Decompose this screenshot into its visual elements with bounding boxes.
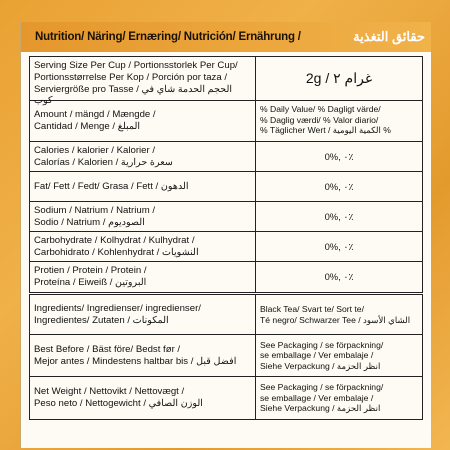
- nutrition-panel: [20, 22, 431, 448]
- info-value-line: se emballage / Ver embalaje /: [260, 350, 374, 361]
- nutrient-label: [30, 262, 256, 292]
- info-value-line: Té negro/ Schwarzer Tee / الشاي الأسود: [260, 314, 411, 325]
- nutrient-value: 0%, ٠٪: [324, 240, 354, 252]
- info-value-line: See Packaging / se förpackning/: [260, 339, 384, 350]
- nutrient-label: [30, 202, 256, 231]
- info-row-net-weight: [30, 377, 422, 419]
- nutrition-header: [21, 22, 431, 52]
- info-label-line: Mejor antes / Mindestens haltbar bis / افضل قبل: [34, 355, 237, 367]
- nutrient-label-line: Carbohidrato / Kohlenhydrat / النشويات: [34, 246, 199, 258]
- info-value-line: Siehe Verpackung / انظر الحزمة: [260, 360, 381, 371]
- nutrition-table: [29, 56, 423, 293]
- nutrient-label-line: Proteína / Eiweiß / البروتين: [34, 277, 147, 288]
- nutrient-label: [30, 232, 256, 261]
- info-row-ingredients: [30, 295, 422, 335]
- nutrient-label-line: Carbohydrate / Kolhydrat / Kulhydrat /: [34, 234, 195, 246]
- nutrient-value: 0%, ٠٪: [324, 271, 354, 283]
- nutrient-row-fat: [30, 172, 422, 202]
- nutrient-label-line: Protien / Protein / Protein /: [34, 265, 147, 277]
- product-info-table: [29, 294, 423, 420]
- serving-label-line: Serving Size Per Cup / Portionsstorlek Per Cup/: [34, 60, 238, 71]
- info-value-line: Black Tea/ Svart te/ Sort te/: [260, 303, 364, 314]
- amount-label-line: Cantidad / Menge / المبلغ: [34, 121, 141, 132]
- info-label-line: Ingredientes/ Zutaten / المكونات: [34, 314, 169, 326]
- amount-label: [30, 101, 256, 141]
- info-value: [256, 295, 422, 334]
- nutrient-row-sodium: [30, 202, 422, 232]
- nutrient-row-calories: [30, 142, 422, 172]
- serving-value: 2g / غرام ٢: [305, 69, 373, 86]
- nutrient-row-carbohydrate: [30, 232, 422, 262]
- nutrient-label-line: Fat/ Fett / Fedt/ Grasa / Fett / الدهون: [34, 180, 189, 192]
- info-label-line: Peso neto / Nettogewicht / الوزن الصافي: [34, 398, 203, 409]
- serving-row: [30, 57, 422, 107]
- header-title-en: Nutrition/ Näring/ Ernæring/ Nutrición/ Ernährung /: [35, 31, 301, 43]
- serving-label-line: Serviergröße pro Tasse / الحجم الحدمة شاي في كوب: [34, 83, 233, 107]
- info-value-line: See Packaging / se förpackning/: [260, 382, 384, 393]
- nutrient-label-line: Calorías / Kalorien / سعرة حرارية: [34, 156, 173, 168]
- info-row-best-before: [30, 335, 422, 377]
- info-value-line: Siehe Verpackung / انظر الحزمة: [260, 403, 381, 414]
- info-value-line: se emballage / Ver embalaje /: [260, 392, 374, 403]
- nutrient-label: [30, 172, 256, 201]
- nutrient-value: 0%, ٠٪: [324, 180, 354, 192]
- nutrient-label-line: Sodium / Natrium / Natrium /: [34, 204, 156, 216]
- info-label: [30, 295, 256, 334]
- amount-row: [30, 101, 422, 142]
- info-label-line: Ingredients/ Ingredienser/ ingredienser/: [34, 302, 201, 314]
- info-label-line: Best Before / Bäst före/ Bedst før /: [34, 343, 181, 355]
- daily-value-line: % Daglig værdi/ % Valor diario/: [260, 114, 379, 125]
- nutrient-value: 0%, ٠٪: [324, 150, 354, 162]
- serving-label-line: Portionsstørrelse Per Kop / Porción por taza /: [34, 71, 228, 83]
- daily-value-line: % Daily Value/ % Dagligt värde/: [260, 104, 381, 114]
- info-label-line: Net Weight / Nettovikt / Nettovægt /: [34, 386, 185, 398]
- nutrient-value: 0%, ٠٪: [324, 210, 354, 222]
- info-value: [256, 335, 422, 376]
- daily-value-header: [256, 101, 422, 141]
- serving-label: [30, 57, 256, 107]
- nutrient-label-line: Sodio / Natrium / الصوديوم: [34, 216, 145, 228]
- info-label: [30, 377, 256, 419]
- nutrient-row-protein: [30, 262, 422, 292]
- nutrient-label: [30, 142, 256, 171]
- amount-label-line: Amount / mängd / Mængde /: [34, 109, 156, 121]
- info-value: [256, 377, 422, 419]
- daily-value-line: % Täglicher Wert / الكمية اليومية %: [260, 125, 391, 136]
- info-label: [30, 335, 256, 376]
- nutrient-label-line: Calories / kalorier / Kalorier /: [34, 144, 156, 156]
- serving-value-cell: [256, 57, 422, 100]
- header-title-ar: حقائق التغذية: [353, 29, 425, 44]
